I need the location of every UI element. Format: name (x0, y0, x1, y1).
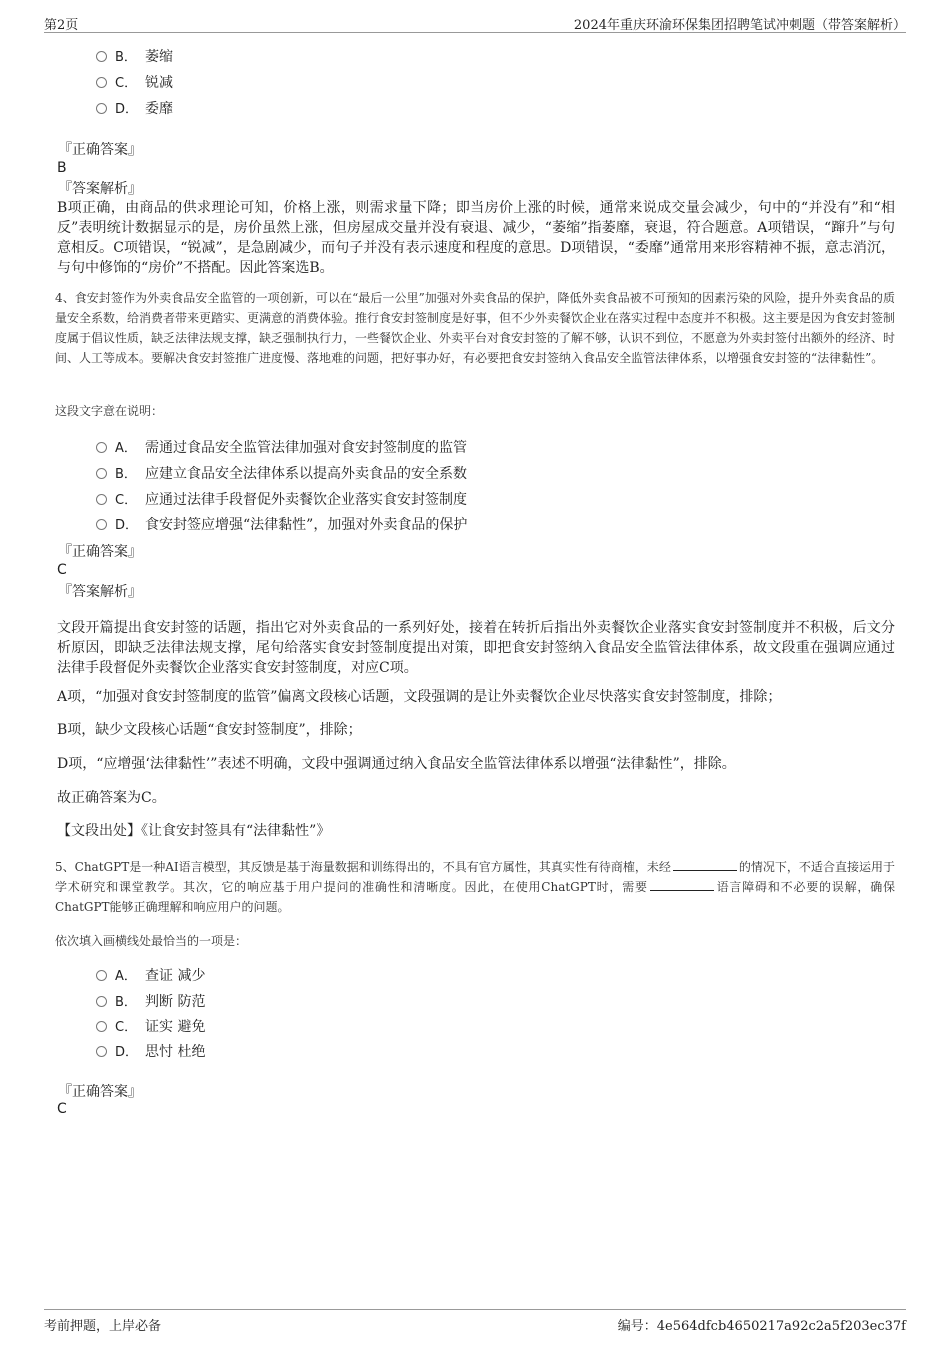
page-footer (44, 1309, 906, 1332)
page-header (44, 14, 906, 33)
q3-option-b[interactable]: B． 萎缩 (96, 47, 173, 67)
radio-icon[interactable] (96, 468, 107, 479)
q3-option-c[interactable]: C． 锐减 (96, 73, 173, 93)
radio-icon[interactable] (96, 77, 107, 88)
q3-answer-label: 『正确答案』 (58, 142, 142, 158)
radio-icon[interactable] (96, 51, 107, 62)
radio-icon[interactable] (96, 1046, 107, 1057)
q4-option-d[interactable]: D． 食安封签应增强“法律黏性”，加强对外卖食品的保护 (96, 515, 467, 535)
q5-option-b[interactable]: B． 判断 防范 (96, 992, 205, 1012)
q4-answer-label: 『正确答案』 (58, 544, 142, 560)
blank-2[interactable] (650, 878, 714, 891)
q4-answer: C (57, 562, 67, 578)
document-id: 编号：4e564dfcb4650217a92c2a5f203ec37f (617, 1319, 906, 1334)
radio-icon[interactable] (96, 519, 107, 530)
page-number: 第2页 (44, 18, 79, 33)
q5-stem: 5、ChatGPT是一种AI语言模型，其反馈是基于海量数据和训练得出的，不具有官方属性，其真实性有待商榷，未经 的情况下，不适合直接运用于学术研究和课堂教学。其次，它的响应基于用户提问的准确性和清晰度。因此，在使用ChatGPT时，需要 语言障碍和不必要的误解，确保ChatGPT能够正确理解和响应用户的问题。 (55, 860, 895, 914)
radio-icon[interactable] (96, 1021, 107, 1032)
footer-slogan: 考前押题，上岸必备 (44, 1319, 162, 1334)
q3-option-d[interactable]: D． 委靡 (96, 99, 173, 119)
q5-option-a[interactable]: A． 查证 减少 (96, 966, 205, 986)
q4-source: 【文段出处】《让食安封签具有“法律黏性”》 (57, 823, 331, 839)
q3-answer: B (57, 160, 67, 176)
q5-question: 依次填入画横线处最恰当的一项是： (55, 934, 248, 948)
q4-option-b[interactable]: B． 应建立食品安全法律体系以提高外卖食品的安全系数 (96, 464, 467, 484)
q4-option-c[interactable]: C． 应通过法律手段督促外卖餐饮企业落实食安封签制度 (96, 490, 467, 510)
q4-analysis-p4: D项，“应增强‘法律黏性’”表述不明确，文段中强调通过纳入食品安全监管法律体系以增强“法律黏性”，排除。 (57, 756, 736, 772)
radio-icon[interactable] (96, 996, 107, 1007)
radio-icon[interactable] (96, 103, 107, 114)
q4-analysis-p1: 文段开篇提出食安封签的话题，指出它对外卖食品的一系列好处，接着在转折后指出外卖餐饮企业落实食安封签制度并不积极，后文分析原因，即缺乏法律法规支撑，尾句给落实食安封签制度提出对策，即把食安封签纳入食品安全监管法律体系，故文段重在强调应通过法律手段督促外卖餐饮企业落实食安封签制度，对应C项。 (57, 620, 895, 676)
q4-stem: 4、食安封签作为外卖食品安全监管的一项创新，可以在“最后一公里”加强对外卖食品的保护，降低外卖食品被不可预知的因素污染的风险，提升外卖食品的质量安全系数，给消费者带来更踏实、更满意的消费体验。推行食安封签制度是好事，但不少外卖餐饮企业在落实过程中态度并不积极。这主要是因为食安封签制度属于倡议性质，缺乏法律法规支撑，缺乏强制执行力，一些餐饮企业、外卖平台对食安封签的了解不够，认识不到位，不愿意为外卖封签付出额外的经济、时间、人工等成本。要解决食安封签推广进度慢、落地难的问题，把好事办好，有必要把食安封签纳入食品安全监管法律体系，以增强食安封签的“法律黏性”。 (55, 291, 896, 365)
blank-1[interactable] (673, 858, 737, 871)
document-title: 2024年重庆环渝环保集团招聘笔试冲刺题（带答案解析） (573, 18, 906, 33)
q5-option-c[interactable]: C． 证实 避免 (96, 1017, 205, 1037)
q5-option-d[interactable]: D． 思忖 杜绝 (96, 1042, 205, 1062)
radio-icon[interactable] (96, 970, 107, 981)
radio-icon[interactable] (96, 442, 107, 453)
q4-analysis-label: 『答案解析』 (58, 584, 142, 600)
q4-option-a[interactable]: A． 需通过食品安全监管法律加强对食安封签制度的监管 (96, 438, 467, 458)
radio-icon[interactable] (96, 494, 107, 505)
q4-analysis-p5: 故正确答案为C。 (57, 790, 166, 806)
q3-analysis-label: 『答案解析』 (58, 181, 142, 197)
q4-analysis-p2: A项，“加强对食安封签制度的监管”偏离文段核心话题，文段强调的是让外卖餐饮企业尽快落实食安封签制度，排除； (57, 689, 782, 705)
q4-question: 这段文字意在说明： (55, 404, 164, 418)
q4-analysis-p3: B项，缺少文段核心话题“食安封签制度”，排除； (57, 722, 362, 738)
q5-answer: C (57, 1101, 67, 1117)
q5-answer-label: 『正确答案』 (58, 1084, 142, 1100)
q3-analysis: B项正确，由商品的供求理论可知，价格上涨，则需求量下降；即当房价上涨的时候，通常来说成交量会减少，句中的“并没有”和“相反”表明统计数据显示的是，房价虽然上涨，但房屋成交量并没有衰退、减少，“萎缩”指萎靡，衰退，符合题意。A项错误，“蹿升”与句意相反。C项错误，“锐减”，是急剧减少，而句子并没有表示速度和程度的意思。D项错误，“委靡”通常用来形容精神不振，意志消沉，与句中修饰的“房价”不搭配。因此答案选B。 (57, 200, 895, 276)
